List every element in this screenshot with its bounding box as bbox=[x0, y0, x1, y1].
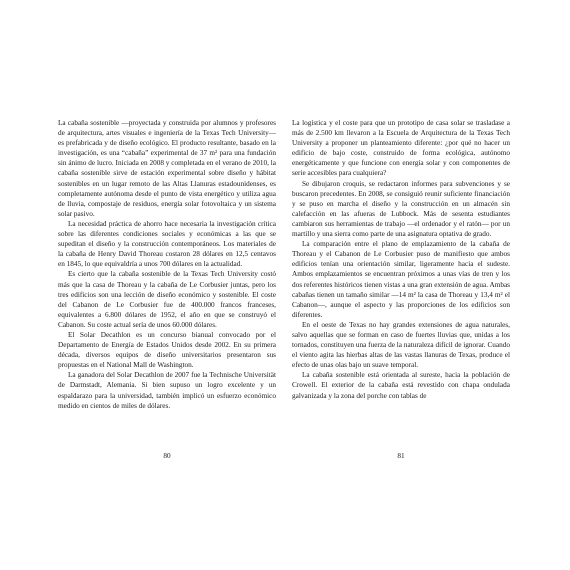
paragraph: La comparación entre el plano de emplazamiento de la cabaña de Thoreau y el Cabanon de Le Corbusier puso de manifiesto que ambos edificios tenían una orientación similar, ligeramente hacia el sudeste. Ambos emplazamientos se encuentran próximos a unas vías de tren y los dos referentes históricos tienen vistas a una gran extensión de agua. Ambas cabañas tienen un tamaño similar —14 m² la casa de Thoreau y 13,4 m² el Cabanon—, aunque el aspecto y las proporciones de los edificios son diferentes. bbox=[292, 240, 510, 319]
paragraph: En el oeste de Texas no hay grandes extensiones de agua naturales, salvo aquellas que se forman en caso de fuertes lluvias que, unidas a los tornados, constituyen una fuerza de la naturaleza difícil de ignorar. Cuando el viento agita las hierbas altas de las vastas llanuras de Texas, produce el efecto de unas olas bajo un suave temporal. bbox=[292, 320, 510, 370]
left-page-text bbox=[58, 118, 276, 411]
paragraph: La cabaña sostenible está orientada al sureste, hacia la población de Crowell. El exterior de la cabaña está revestido con chapa ondulada galvanizada y la zona del porche con tablas de bbox=[292, 371, 510, 400]
paragraph: Es cierto que la cabaña sostenible de la Texas Tech University costó más que la casa de Thoreau y la cabaña de Le Corbusier juntas, pero los tres edificios son una lección de diseño económico y sostenible. El coste del Cabanon de Le Corbusier fue de 400.000 francos franceses, equivalentes a 6.800 dólares de 1952, el año en que se construyó el Cabanon. Su coste actual sería de unos 60.000 dólares. bbox=[58, 270, 276, 329]
paragraph: El Solar Decathlon es un concurso bianual convocado por el Departamento de Energía de Estados Unidos desde 2002. En su primera década, diversos equipos de diseño universitarios presentaron sus propuestas en el National Mall de Washington. bbox=[58, 330, 276, 370]
paragraph: La cabaña sostenible —proyectada y construida por alumnos y profesores de arquitectura, artes visuales e ingeniería de la Texas Tech University— es prefabricada y de diseño ecológico. El producto resultante, basado en la investigación, es una “cabaña” experimental de 37 m² para una fundación sin ánimo de lucro. Iniciada en 2008 y completada en el verano de 2010, la cabaña sostenible sirve de estación experimental sobre diseño y hábitat sostenibles en un lugar remoto de las Altas Llanuras estadounidenses, es completamente autónoma desde el punto de vista energético y utiliza agua de lluvia, compostaje de residuos, energía solar fotovoltaica y un sistema solar pasivo. bbox=[58, 119, 276, 218]
paragraph: Se dibujaron croquis, se redactaron informes para subvenciones y se buscaron precedentes. En 2008, se consiguió reunir suficiente financiación y se puso en marcha el diseño y la construcción en un almacén sin calefacción en las afueras de Lubbock. Más de sesenta estudiantes cambiaron sus herramientas de trabajo —el ordenador y el ratón— por un martillo y una sierra como parte de una asignatura optativa de grado. bbox=[292, 179, 510, 239]
right-page-text bbox=[292, 118, 510, 401]
page-number-right: 81 bbox=[397, 452, 405, 460]
paragraph: La logística y el coste para que un prototipo de casa solar se trasladase a más de 2.500 km llevaron a la Escuela de Arquitectura de la Texas Tech University a proponer un planteamiento diferente: ¿por qué no hacer un edificio de bajo coste, construido de forma ecológica, autónomo energéticamente y que funcione con energía solar y con componentes de serie accesibles para cualquiera? bbox=[292, 119, 510, 178]
paragraph: La necesidad práctica de ahorro hace necesaria la investigación crítica sobre las diferentes condiciones sociales y económicas a las que se supeditan el diseño y la construcción contemporáneos. Los materiales de la cabaña de Henry David Thoreau costaron 28 dólares en 12,5 centavos en 1845, lo que equivaldría a unos 700 dólares en la actualidad. bbox=[58, 219, 276, 269]
paragraph: La ganadora del Solar Decathlon de 2007 fue la Technische Universität de Darmstadt, Alemania. Si bien supuso un logro excelente y un espaldarazo para la universidad, también implicó un esfuerzo económico medido en cientos de miles de dólares. bbox=[58, 371, 276, 410]
page-number-left: 80 bbox=[163, 452, 171, 460]
